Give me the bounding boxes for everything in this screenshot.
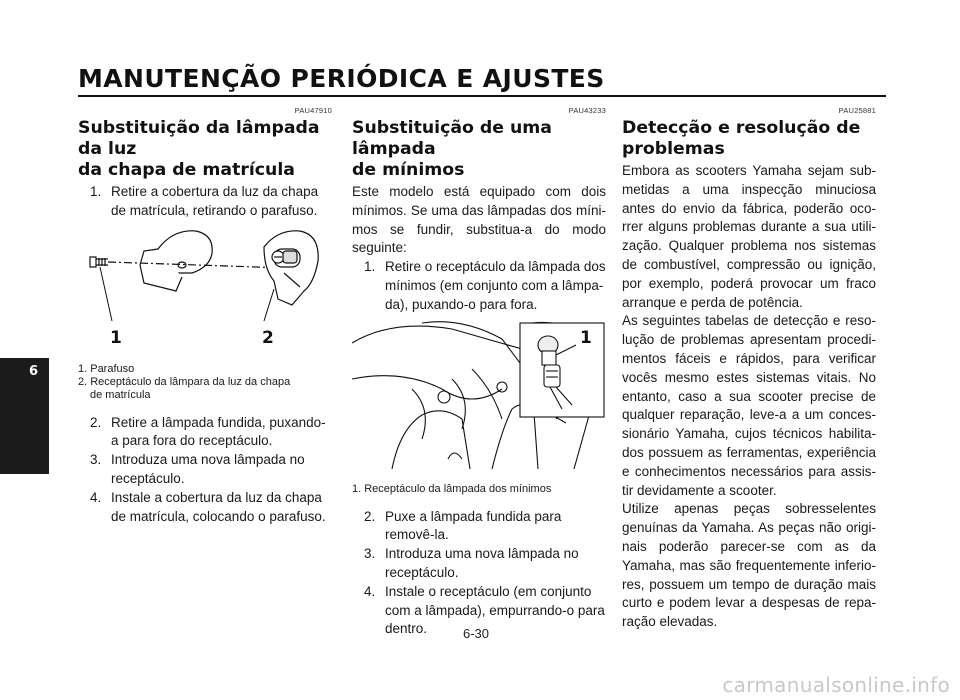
step-text: Introduza uma nova lâmpada no receptáculo.: [385, 546, 579, 580]
step-number: 3.: [364, 546, 376, 562]
section-code: PAU47910: [294, 106, 332, 115]
section-heading: [622, 118, 876, 160]
step-item: [78, 489, 332, 527]
step-text: Puxe a lâmpada fundida para removê-la.: [385, 508, 562, 543]
caption-1: 1. Parafuso: [78, 362, 135, 375]
step-item: [352, 545, 606, 583]
section-position-light: [352, 106, 606, 639]
heading-line-1: Substituição da lâmpada da luz: [78, 118, 320, 159]
figure-captions: [352, 483, 606, 496]
caption-2-cont: de matrícula: [90, 388, 151, 401]
heading-line-2: da chapa de matrícula: [78, 160, 295, 180]
heading-line-2: de mínimos: [352, 160, 465, 180]
paragraph: As seguintes tabelas de detecção e reso-lução de problemas apresentam procedi-mentos fáceis e rápidos, para verificar vocês mesmo estes sistemas vitais. No entanto, caso a sua scooter precise de qualquer reparação, leve-a a um conces-sionário Yamaha, cujos técnicos habilita-dos possuem as ferramentas, experiência e conhecimentos necessários para assis-tir devidamente a scooter.: [622, 313, 876, 498]
step-item: [352, 508, 606, 546]
steps-list: [78, 183, 332, 221]
step-text: Retire a cobertura da luz da chapa de matrícula, retirando o parafuso.: [111, 184, 319, 218]
step-number: 2.: [90, 414, 102, 430]
heading-line-1: Detecção e resolução de: [622, 118, 861, 138]
figure-label-2: 2: [262, 327, 274, 348]
figure-label-1: 1: [110, 327, 122, 348]
step-text: Retire o receptáculo da lâmpada dos mínimos (em conjunto com a lâmpa-da), puxando-o para fora.: [385, 259, 606, 312]
heading-line-2: problemas: [622, 139, 725, 159]
step-number: 2.: [364, 508, 376, 524]
figure-captions: [78, 363, 332, 402]
step-item: [78, 451, 332, 489]
steps-list-continued: [78, 414, 332, 527]
intro-paragraph: Este modelo está equipado com dois mínimos. Se uma das lâmpadas dos míni-mos se fundir, substitua-a do modo seguinte:: [352, 184, 606, 256]
step-item: [352, 258, 606, 314]
heading-line-1: Substituição de uma lâmpada: [352, 118, 552, 159]
step-number: 1.: [90, 184, 102, 199]
chapter-number: 6: [29, 364, 39, 379]
step-number: 1.: [364, 259, 376, 275]
steps-list-continued: [352, 508, 606, 640]
section-code: PAU43233: [568, 106, 606, 115]
section-code: PAU25881: [838, 106, 876, 115]
step-item: [78, 183, 332, 221]
position-light-illustration: [352, 319, 606, 479]
step-number: 4.: [364, 583, 376, 599]
position-light-figure: [352, 319, 606, 479]
section-heading: [78, 118, 332, 181]
section-troubleshooting: [622, 106, 876, 632]
step-text: Retire a lâmpada fundida, puxando-a para fora do receptáculo.: [111, 414, 326, 449]
paragraph: Utilize apenas peças sobresselentes genuínas da Yamaha. As peças não origi-nais poderão parecer-se com as da Yamaha, mas são frequentemente inferio-res, possuem um tempo de duração mais curto e podem levar a despesas de repa-ração elevadas.: [622, 501, 876, 630]
steps-list: [352, 258, 606, 314]
paragraph: Embora as scooters Yamaha sejam sub-metidas a uma inspecção minuciosa antes do envio da fábrica, poderão oco-rrer alguns problemas durante a sua utili-zação. Qualquer problema nos sistemas de combustível, compressão ou ignição, por exemplo, poderá provocar um fraco arranque e perda de potência.: [622, 163, 876, 310]
step-number: 4.: [90, 489, 102, 505]
caption-1: 1. Receptáculo da lâmpada dos mínimos: [352, 482, 552, 495]
step-item: [78, 414, 332, 452]
section-heading: [352, 118, 606, 181]
step-text: Instale a cobertura da luz da chapa de matrícula, colocando o parafuso.: [111, 489, 326, 524]
page-number: 6-30: [463, 626, 490, 641]
chapter-tab: [0, 358, 49, 474]
license-light-illustration: [78, 221, 332, 359]
step-text: Introduza uma nova lâmpada no receptáculo.: [111, 452, 305, 486]
header-rule: [78, 95, 886, 97]
figure-label-1: 1: [580, 327, 592, 348]
step-number: 3.: [90, 452, 102, 468]
page-title: MANUTENÇÃO PERIÓDICA E AJUSTES: [78, 64, 605, 93]
section-license-plate-light: [78, 106, 332, 526]
license-light-figure: [78, 221, 332, 359]
step-text: Instale o receptáculo (em conjunto com a lâmpada), empurrando-o para dentro.: [385, 583, 605, 637]
watermark: carmanualsonline.info: [722, 673, 950, 697]
caption-2: 2. Receptáculo da lâmpara da luz da chapa: [78, 375, 291, 388]
